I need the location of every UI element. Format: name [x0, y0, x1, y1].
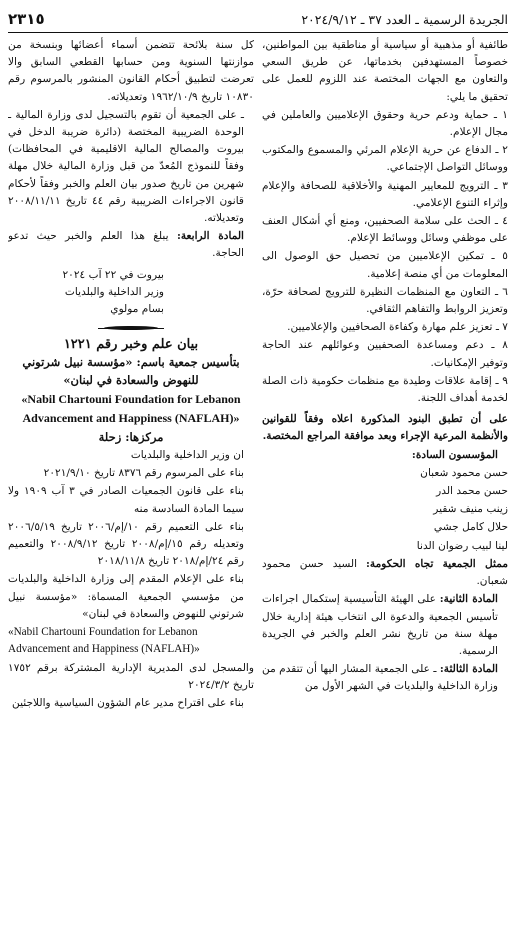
paragraph: ـ على الجمعية أن تقوم بالتسجيل لدى وزارة المالية ـ الوحدة الضريبية المختصة (دائرة ضريبة الدخل في بيروت والمصالح المالية الاقليمية في المحافظات) وفقاً للنموذج المُعدّ من قبل وزارة المالية خلال مهلة شهرين من تاريخ صدور بيان العلم والخبر وفقاً لأحكام قانون الاجراءات الضريبية رقم ٤٤ تاريخ ٢٠٠٨/١١/١١ وتعديلاته.	[8, 108, 244, 225]
signature-place-date: بيروت في ٢٢ آب ٢٠٢٤	[62, 268, 164, 281]
founder-name: حلال كامل جشي	[433, 521, 508, 534]
bold-paragraph: على أن تطبق البنود المذكورة اعلاه وفقاً للقوانين والأنظمة المرعية الإجراء وبعد موافقة المراجع المختصة.	[262, 413, 508, 443]
objective-item: ٥ ـ تمكين الإعلاميين من تحصيل حق الوصول الى المعلومات من أي منصة إعلامية.	[262, 250, 508, 280]
paragraph: كل سنة بلائحة تتضمن أسماء أعضائها وبنسخة من موازنتها السنوية ومن حسابها القطعي السابق والا تعرضت لتطبيق أحكام القانون المنشور بالمرسوم رقم ١٠٨٣٠ تاريخ ١٩٦٢/١٠/٩ وتعديلاته.	[8, 39, 254, 103]
founder-name: زينب منيف شقير	[433, 503, 508, 516]
legal-basis: بناء على الإعلام المقدم إلى وزارة الداخلية والبلديات من مؤسسي الجمعية المسماة: «مؤسسة نبيل شرتوني للنهوض والسعادة في لبنان»	[8, 573, 244, 620]
page-header	[8, 6, 508, 33]
signature-title: وزير الداخلية والبلديات	[64, 285, 164, 298]
notice-english-name: «Nabil Chartouni Foundation for Lebanon Advancement and Happiness (NAFLAH)»	[21, 391, 241, 425]
objective-item: ١ ـ حماية ودعم حرية وحقوق الإعلاميين والعاملين في مجال الإعلام.	[262, 108, 508, 139]
article-2-text: على الهيئة التأسيسية إستكمال اجراءات تأسيس الجمعية والدعوة الى انتخاب هيئة إدارية خلال مهلة سنة من تاريخ نشر العلم والخبر في الجريدة الرسمية.	[262, 593, 498, 657]
left-column	[8, 37, 254, 929]
founder-name: حسن محمد الدر	[436, 485, 508, 498]
signature-block	[8, 267, 254, 319]
proposal-line: بناء على اقتراح مدير عام الشؤون السياسية واللاجئين	[12, 696, 244, 709]
notice-subtitle: بتأسيس جمعية باسم: «مؤسسة نبيل شرتوني للنهوض والسعادة في لبنان»	[22, 355, 240, 387]
gov-rep-label: ممثل الجمعية تجاه الحكومة:	[366, 557, 508, 570]
section-divider	[104, 326, 158, 330]
legal-basis: بناء على التعميم رقم ١٠/إم/٢٠٠٦ تاريخ ٢٠٠٦/٥/١٩ وتعديله رقم ١٥/إم/٢٠٠٨ تاريخ ٢٠٠٨/٩/١٢ والتعميم رقم ٢٤/إم/٢٠١٨ تاريخ ٢٠١٨/١١/٨	[8, 520, 244, 568]
right-column	[262, 37, 508, 929]
paragraph: طائفية أو مذهبية أو سياسية أو مناطقية بين المواطنين، خصوصاً المستهدفين بخدماتها، عن طريق السعي والتعاون مع الجهات المختصة عند اللزوم للعمل على تحقيق ما يلي:	[262, 39, 508, 103]
registration-line: والمسجل لدى المديرية الإدارية المشتركة برقم ١٧٥٢ تاريخ ٢٠٢٤/٣/٢	[8, 661, 254, 691]
objective-item: ٢ ـ الدفاع عن حرية الإعلام المرئي والمسموع والمكتوب ووسائل التواصل الإجتماعي.	[262, 144, 508, 174]
article-2	[262, 591, 508, 660]
objective-item: ٦ ـ التعاون مع المنظمات النظيرة للترويج لصحافة حرّة، وتعزيز الروابط والتفاهم الثقافي.	[262, 285, 508, 316]
objective-item: ٤ ـ الحث على سلامة الصحفيين، ومنع أي أشكال العنف على موظفي وسائل ووسائط الإعلام.	[262, 215, 508, 245]
objective-item: ٣ ـ الترويج للمعايير المهنية والأخلاقية للصحافة والإعلام وإثراء التنوع الإعلامي.	[262, 179, 508, 209]
minister-line: ان وزير الداخلية والبلديات	[130, 449, 244, 462]
gazette-title: الجريدة الرسمية ـ العدد ٣٧ ـ ٢٠٢٤/٩/١٢	[301, 11, 508, 27]
article-4-text: يبلغ هذا العلم والخبر حيث تدعو الحاجة.	[8, 230, 244, 260]
founders-label: المؤسسون السادة:	[411, 448, 498, 461]
page-number: ٢٣١٥	[8, 10, 45, 28]
gov-representative	[262, 556, 508, 590]
objective-item: ٧ ـ تعزيز علم مهارة وكفاءة الصحافيين والإعلاميين.	[287, 321, 508, 334]
article-3-label: المادة الثالثة:	[439, 663, 498, 676]
signature-name: بسام مولوي	[110, 303, 164, 316]
gov-rep-name: السيد حسن محمود شعبان.	[262, 557, 508, 588]
legal-basis: بناء على المرسوم رقم ٨٣٧٦ تاريخ ٢٠٢١/٩/١٠	[43, 467, 244, 480]
legal-basis: بناء على قانون الجمعيات الصادر في ٣ آب ١٩٠٩ ولا سيما المادة السادسة منه	[8, 485, 244, 515]
headquarters: مركزها: زحلة	[98, 429, 164, 444]
english-name: «Nabil Chartouni Foundation for Lebanon Advancement and Happiness (NAFLAH)»	[8, 626, 200, 656]
article-2-label: المادة الثانية:	[439, 593, 498, 606]
objective-item: ٩ ـ إقامة علاقات وطيدة مع منظمات حكومية ذات الصلة لخدمة أهداف اللجنة.	[262, 374, 508, 405]
article-3-text: ـ على الجمعية المشار اليها أن تتقدم من وزارة الداخلية والبلديات في الشهر الأول من	[262, 663, 498, 693]
article-4	[8, 228, 254, 262]
article-3	[262, 661, 508, 695]
founder-name: حسن محمود شعبان	[420, 466, 508, 479]
notice-title: بيان علم وخبر رقم ١٢٢١	[63, 337, 199, 353]
columns	[8, 37, 508, 929]
founder-name: لينا لبيب رضوان الدنا	[416, 539, 508, 552]
article-4-label: المادة الرابعة:	[176, 230, 245, 243]
objective-item: ٨ ـ دعم ومساعدة الصحفيين وعوائلهم عند الحاجة وتوفير الإمكانيات.	[262, 339, 508, 369]
